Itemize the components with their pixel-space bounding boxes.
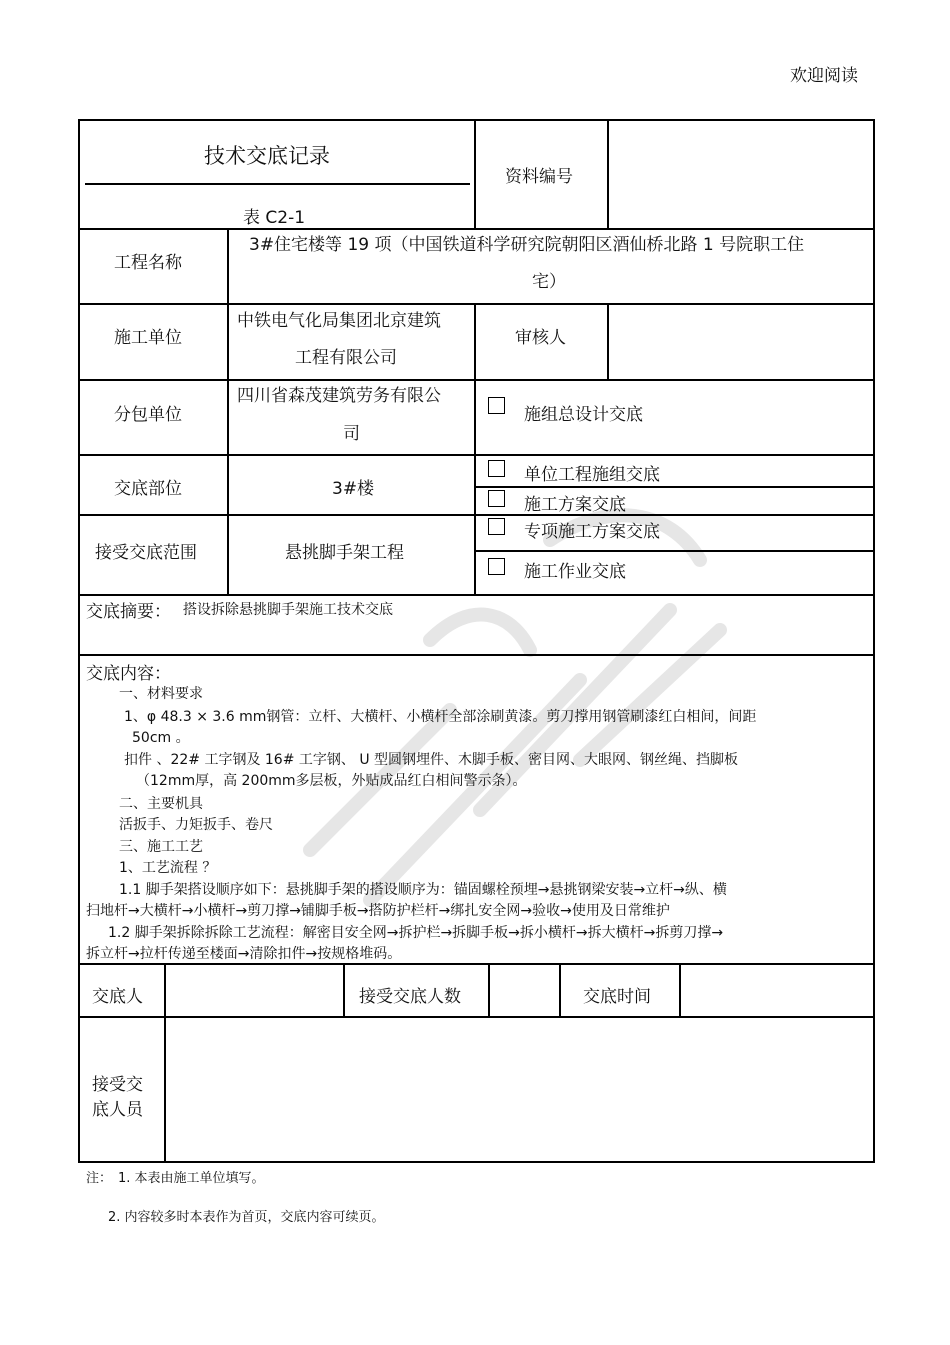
note-prefix: 注：: [86, 1171, 113, 1186]
subcontractor-label: 分包单位: [114, 405, 182, 425]
doc-no-label: 资料编号: [505, 167, 573, 187]
content-line: 活扳手、力矩扳手、卷尺: [119, 817, 273, 833]
note-1: 1. 本表由施工单位填写。: [118, 1171, 265, 1186]
contractor-line1: 中铁电气化局集团北京建筑: [237, 311, 441, 331]
option-label: 专项施工方案交底: [524, 522, 660, 542]
location-label: 交底部位: [114, 479, 182, 499]
row-line: [78, 594, 875, 596]
summary-value: 搭设拆除悬挑脚手架施工技术交底: [183, 602, 393, 618]
subcontractor-line1: 四川省森茂建筑劳务有限公: [237, 386, 441, 406]
contractor-line2: 工程有限公司: [295, 348, 397, 368]
row-line: [78, 379, 875, 381]
row-line: [78, 454, 875, 456]
col-line: [474, 119, 476, 229]
option-checkbox[interactable]: [488, 397, 505, 414]
table-border-right: [873, 119, 875, 1163]
content-line: 1、工艺流程 ？: [119, 860, 217, 876]
watermark-graphic: [250, 380, 770, 940]
summary-label: 交底摘要：: [86, 602, 171, 622]
content-line: （12mm厚，高 200mm多层板，外贴成品红白相间警示条）。: [136, 773, 527, 789]
row-line: [78, 963, 875, 965]
content-line: 1、φ 48.3 × 3.6 mm钢管：立杆、大横杆、小横杆全部涂刷黄漆。剪刀撑用钢管刷漆红白相间，间距: [124, 709, 757, 725]
presenter-label: 交底人: [92, 987, 143, 1007]
contractor-label: 施工单位: [114, 328, 182, 348]
scope-value: 悬挑脚手架工程: [285, 543, 404, 563]
option-checkbox[interactable]: [488, 460, 505, 477]
content-line: 二、主要机具: [119, 796, 203, 812]
row-line: [78, 1016, 875, 1018]
title-underline: [85, 183, 470, 185]
table-border-top: [78, 119, 875, 121]
col-line: [559, 963, 561, 1017]
row-line: [78, 654, 875, 656]
option-label: 施工作业交底: [524, 562, 626, 582]
content-line: 1.2 脚手架拆除拆除工艺流程：解密目安全网→拆护栏→拆脚手板→拆小横杆→拆大横杆→拆剪刀撑→: [108, 925, 724, 941]
option-label: 施工方案交底: [524, 495, 626, 515]
form-title: 技术交底记录: [204, 144, 330, 168]
table-code: 表 C2-1: [243, 208, 306, 228]
col-line: [227, 228, 229, 595]
row-line: [475, 550, 875, 552]
option-checkbox[interactable]: [488, 558, 505, 575]
option-label: 施组总设计交底: [524, 405, 643, 425]
option-checkbox[interactable]: [488, 490, 505, 507]
time-label: 交底时间: [583, 987, 651, 1007]
recipients-label-line1: 接受交: [92, 1075, 143, 1095]
content-line: 扫地杆→大横杆→小横杆→剪刀撑→铺脚手板→搭防护栏杆→绑扎安全网→验收→使用及日常维护: [86, 903, 670, 919]
row-line: [78, 303, 875, 305]
content-line: 拆立杆→拉杆传递至楼面→清除扣件→按规格堆码。: [86, 946, 402, 962]
content-line: 一、材料要求: [119, 686, 203, 702]
col-line: [679, 963, 681, 1017]
recipients-count-label: 接受交底人数: [359, 987, 461, 1007]
recipients-label-line2: 底人员: [92, 1100, 143, 1120]
content-line: 50cm 。: [132, 730, 190, 746]
col-line: [607, 119, 609, 229]
note-2: 2. 内容较多时本表作为首页，交底内容可续页。: [108, 1210, 385, 1225]
content-label: 交底内容：: [86, 664, 171, 684]
col-line: [488, 963, 490, 1017]
location-value: 3#楼: [332, 479, 375, 499]
project-name-line1: 3#住宅楼等 19 项（中国铁道科学研究院朝阳区酒仙桥北路 1 号院职工住: [249, 235, 805, 255]
content-line: 三、施工工艺: [119, 839, 203, 855]
col-line: [164, 963, 166, 1163]
col-line: [343, 963, 345, 1017]
row-line: [78, 514, 475, 516]
table-border-left: [78, 119, 80, 1163]
project-name-line2: 宅）: [532, 272, 566, 292]
option-label: 单位工程施组交底: [524, 465, 660, 485]
page-header: 欢迎阅读: [790, 66, 858, 86]
col-line: [474, 303, 476, 595]
content-line: 1.1 脚手架搭设顺序如下：悬挑脚手架的搭设顺序为：锚固螺栓预埋→悬挑钢梁安装→立杆→纵、横: [119, 882, 727, 898]
table-border-bottom: [78, 1161, 875, 1163]
option-checkbox[interactable]: [488, 518, 505, 535]
subcontractor-line2: 司: [343, 424, 360, 444]
project-name-label: 工程名称: [114, 253, 182, 273]
reviewer-label: 审核人: [515, 328, 566, 348]
col-line: [607, 303, 609, 380]
row-line: [475, 486, 875, 488]
content-line: 扣件 、22# 工字钢及 16# 工字钢、 U 型圆钢埋件、木脚手板、密目网、大眼网、钢丝绳、挡脚板: [124, 752, 739, 768]
scope-label: 接受交底范围: [95, 543, 197, 563]
